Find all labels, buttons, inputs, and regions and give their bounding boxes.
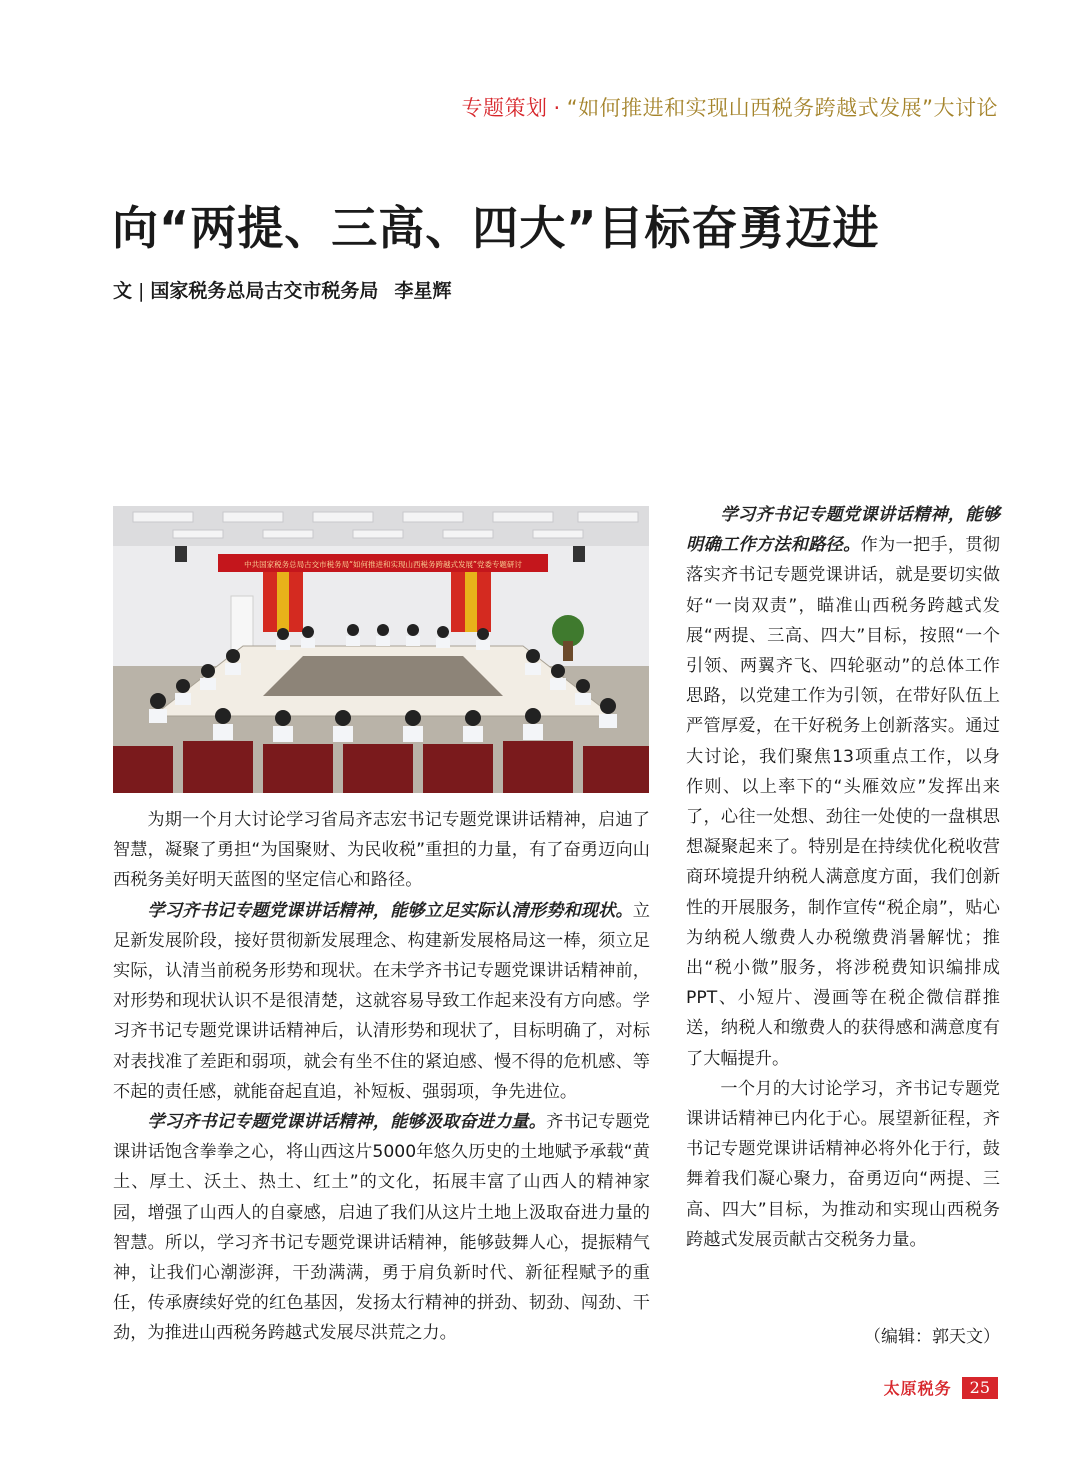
paragraph-situation — [113, 896, 650, 1107]
section-label: 专题策划 — [461, 96, 548, 120]
byline — [113, 276, 451, 303]
paragraph-situation-lead: 学习齐书记专题党课讲话精神，能够立足实际认清形势和现状。 — [147, 900, 633, 921]
editor-credit: （编辑：郭天文） — [864, 1327, 1000, 1347]
paragraph-conclusion: 一个月的大讨论学习，齐书记专题党课讲话精神已内化于心。展望新征程，齐书记专题党课讲话精神必将外化于行，鼓舞着我们凝心聚力，奋勇迈向“两提、三高、四大”目标，为推动和实现山西税务跨越式发展贡献古交税务力量。 — [686, 1078, 1000, 1250]
section-header — [462, 92, 998, 122]
page-footer — [884, 1376, 998, 1399]
paragraph-method — [686, 500, 1000, 1074]
meeting-photo-illustration — [113, 506, 649, 793]
paragraph-strength-body: 齐书记专题党课讲话饱含拳拳之心，将山西这片5000年悠久历史的土地赋予承载“黄土、厚土、沃土、热土、红土”的文化，拓展丰富了山西人的精神家园，增强了山西人的自豪感，启迪了我们从这片土地上汲取奋进力量的智慧。所以，学习齐书记专题党课讲话精神，能够鼓舞人心，提振精气神，让我们心潮澎湃，干劲满满，勇于肩负新时代、新征程赋予的重任，传承赓续好党的红色基因，发扬太行精神的拼劲、韧劲、闯劲、干劲，为推进山西税务跨越式发展尽洪荒之力。 — [113, 1112, 650, 1344]
meeting-photo — [113, 506, 649, 793]
paragraph-intro: 为期一个月大讨论学习省局齐志宏书记专题党课讲话精神，启迪了智慧，凝聚了勇担“为国聚财、为民收税”重担的力量，有了奋勇迈向山西税务美好明天蓝图的坚定信心和路径。 — [113, 810, 650, 891]
byline-author: 李星辉 — [394, 280, 452, 302]
banner-text: 中共国家税务总局古交市税务局“如何推进和实现山西税务跨越式发展”党委专题研讨 — [244, 560, 522, 569]
byline-separator: | — [138, 280, 145, 302]
paragraph-method-body: 作为一把手，贯彻落实齐书记专题党课讲话，就是要切实做好“一岗双责”，瞄准山西税务跨越式发展“两提、三高、四大”目标，按照“一个引领、两翼齐飞、四轮驱动”的总体工作思路，以党建工作为引领，在带好队伍上严管厚爱，在干好税务上创新落实。通过大讨论，我们聚焦13项重点工作，以身作则、以上率下的“头雁效应”发挥出来了，心往一处想、劲往一处使的一盘棋思想凝聚起来了。特别是在持续优化税收营商环境提升纳税人满意度方面，我们创新性的开展服务，制作宣传“税企扇”，贴心为纳税人缴费人办税缴费消暑解忧；推出“税小微”服务，将涉税费知识编排成PPT、小短片、漫画等在税企微信群推送，纳税人和缴费人的获得感和满意度有了大幅提升。 — [686, 535, 1000, 1069]
header-dot: · — [553, 96, 561, 120]
section-topic: “如何推进和实现山西税务跨越式发展”大讨论 — [566, 96, 998, 120]
paragraph-method-lead: 学习齐书记专题党课讲话精神，能够明确工作方法和路径。 — [686, 505, 1000, 556]
byline-prefix: 文 — [113, 280, 133, 302]
left-column — [113, 805, 650, 1349]
paragraph-strength-lead: 学习齐书记专题党课讲话精神，能够汲取奋进力量。 — [147, 1112, 547, 1133]
paragraph-strength — [113, 1107, 650, 1349]
magazine-name: 太原税务 — [883, 1379, 952, 1398]
paragraph-situation-body: 立足新发展阶段，接好贯彻新发展理念、构建新发展格局这一棒，须立足实际，认清当前税务形势和现状。在未学齐书记专题党课讲话精神前，对形势和现状认识不是很清楚，这就容易导致工作起来没有方向感。学习齐书记专题党课讲话精神后，认清形势和现状了，目标明确了，对标对表找准了差距和弱项，就会有坐不住的紧迫感、慢不得的危机感、等不起的责任感，就能奋起直追，补短板、强弱项，争先进位。 — [113, 900, 650, 1102]
right-column — [686, 500, 1000, 1255]
byline-organization: 国家税务总局古交市税务局 — [150, 280, 379, 302]
page-number: 25 — [962, 1377, 998, 1399]
article-title: 向“两提、三高、四大”目标奋勇迈进 — [112, 201, 880, 255]
